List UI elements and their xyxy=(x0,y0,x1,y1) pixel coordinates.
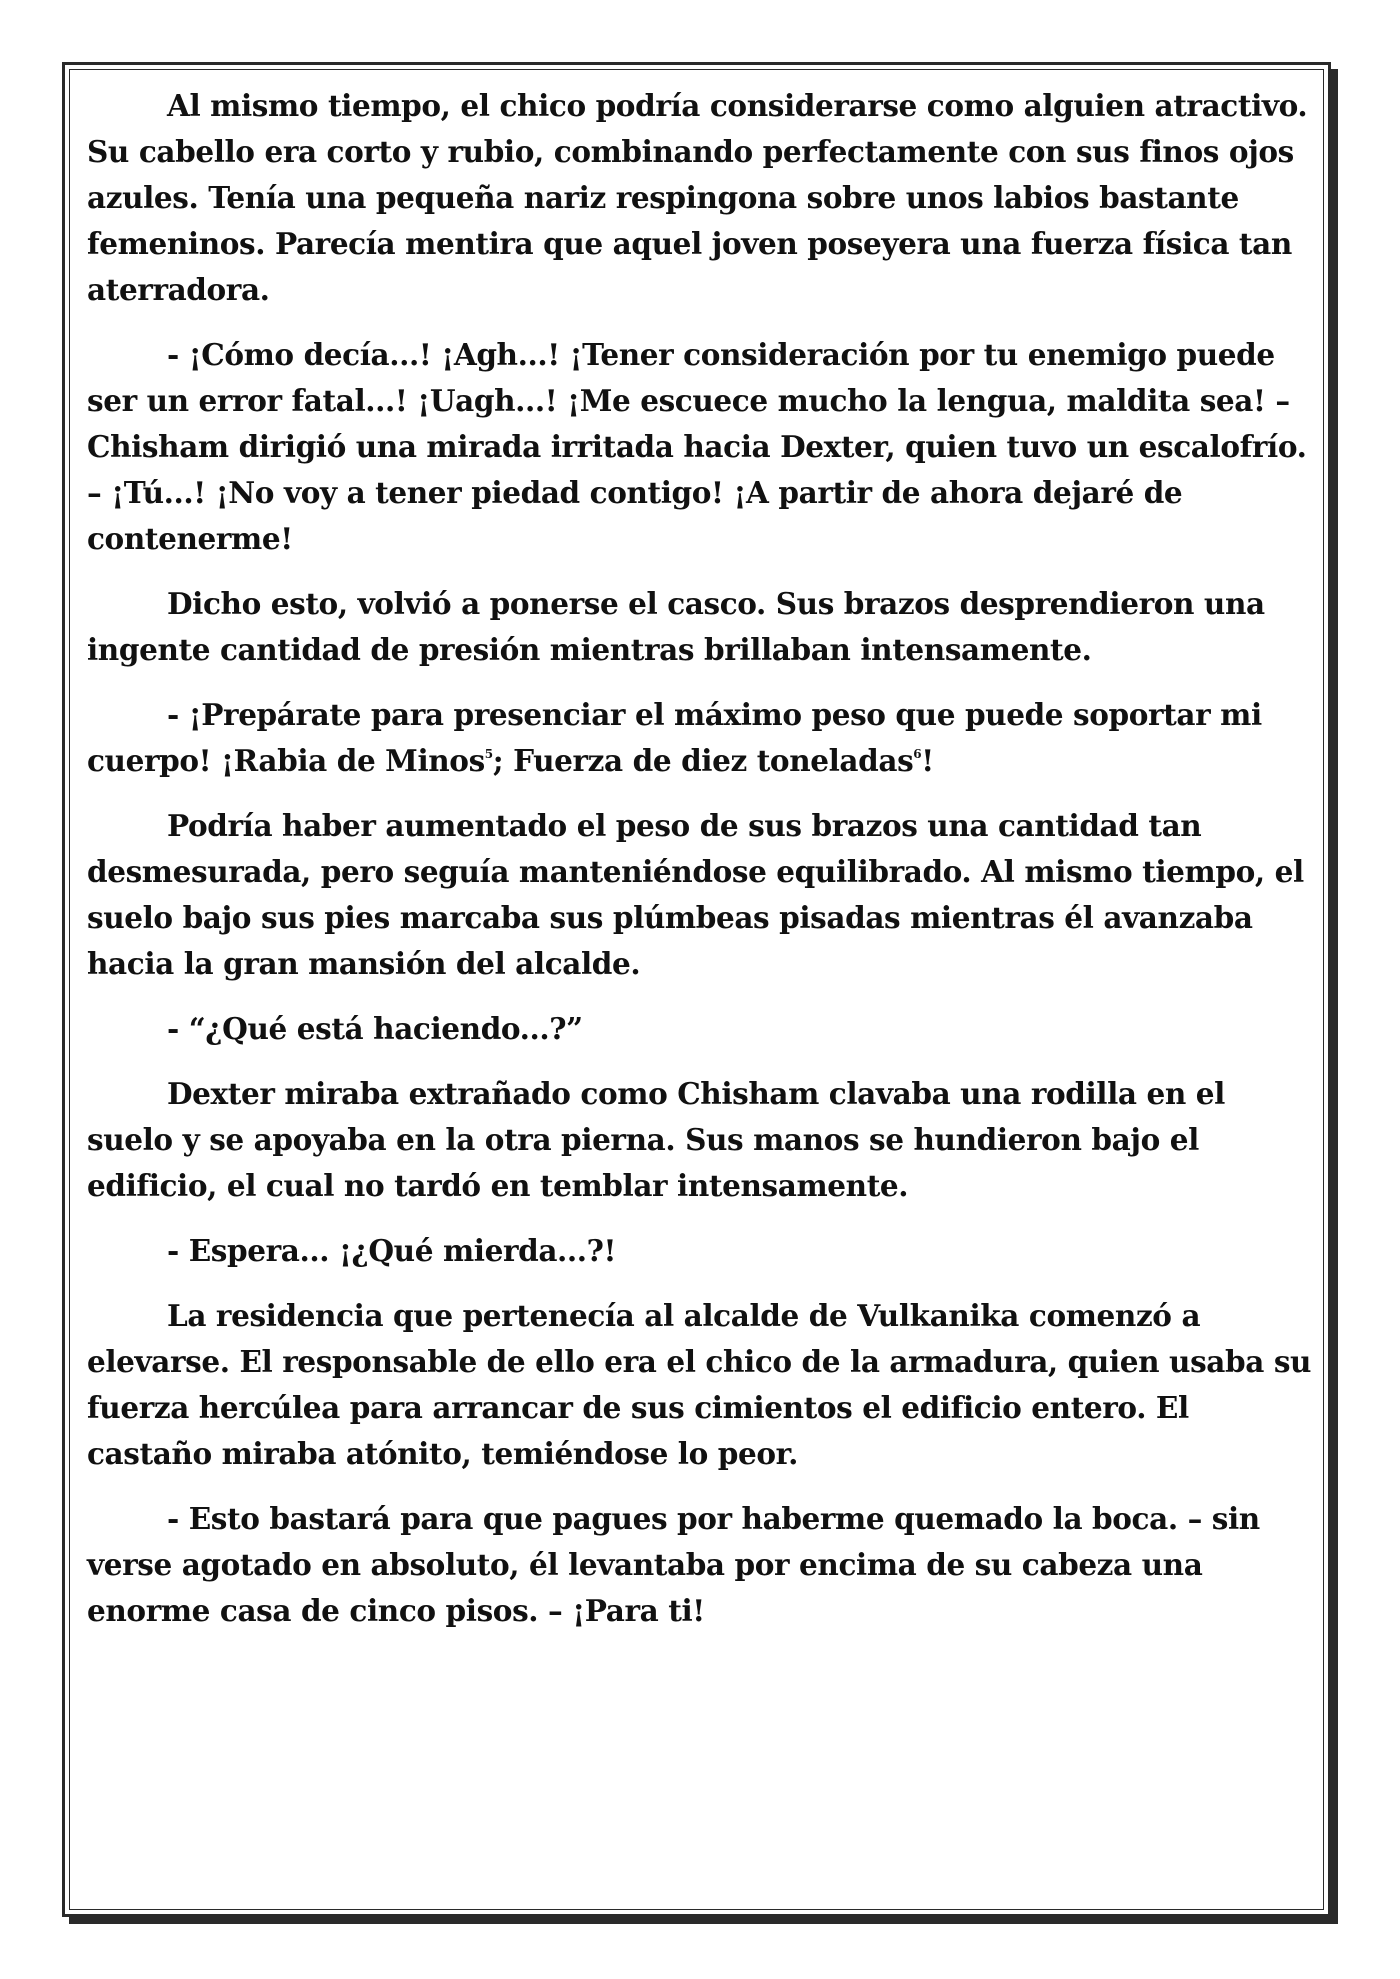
paragraph-text: La residencia que pertenecía al alcalde de Vulkanika comenzó a elevarse. El responsable de ello era el chico de la armadura, quien usaba su fuerza hercúlea para arrancar de sus cimientos el edificio entero. El castaño miraba atónito, temiéndose lo peor. xyxy=(87,1298,1312,1471)
paragraph-text: Dicho esto, volvió a ponerse el casco. Sus brazos desprendieron una ingente cantidad de presión mientras brillaban intensamente. xyxy=(87,586,1265,667)
paragraph xyxy=(87,692,1317,784)
paragraph xyxy=(87,1006,1317,1052)
paragraph xyxy=(87,83,1317,313)
paragraph xyxy=(87,803,1317,987)
footnote-marker: 5 xyxy=(484,747,493,762)
paragraph xyxy=(87,332,1317,562)
paragraph-text: Dexter miraba extrañado como Chisham clavaba una rodilla en el suelo y se apoyaba en la otra pierna. Sus manos se hundieron bajo el edificio, el cual no tardó en temblar intensamente. xyxy=(87,1076,1225,1203)
paragraph-text: - Esto bastará para que pagues por haberme quemado la boca. – sin verse agotado en absoluto, él levantaba por encima de su cabeza una enorme casa de cinco pisos. – ¡Para ti! xyxy=(87,1501,1260,1628)
paragraph-text: - ¡Prepárate para presenciar el máximo peso que puede soportar mi cuerpo! ¡Rabia de Minos xyxy=(87,697,1262,778)
paragraph xyxy=(87,1071,1317,1209)
page-frame xyxy=(62,62,1331,1917)
paragraph xyxy=(87,1228,1317,1274)
paragraph-text: - “¿Qué está haciendo...?” xyxy=(167,1011,583,1046)
paragraph xyxy=(87,1293,1317,1477)
paragraph xyxy=(87,1496,1317,1634)
paragraph-text: ! xyxy=(921,743,934,778)
paragraph-text: Al mismo tiempo, el chico podría considerarse como alguien atractivo. Su cabello era corto y rubio, combinando perfectamente con sus finos ojos azules. Tenía una pequeña nariz respingona sobre unos labios bastante femeninos. Parecía mentira que aquel joven poseyera una fuerza física tan aterradora. xyxy=(87,88,1308,307)
document-body xyxy=(87,83,1317,1653)
paragraph xyxy=(87,581,1317,673)
footnote-marker: 6 xyxy=(913,747,922,762)
paragraph-text: Podría haber aumentado el peso de sus brazos una cantidad tan desmesurada, pero seguía manteniéndose equilibrado. Al mismo tiempo, el suelo bajo sus pies marcaba sus plúmbeas pisadas mientras él avanzaba hacia la gran mansión del alcalde. xyxy=(87,808,1304,981)
paragraph-text: - ¡Cómo decía...! ¡Agh...! ¡Tener consideración por tu enemigo puede ser un error fatal...! ¡Uagh...! ¡Me escuece mucho la lengua, maldita sea! – Chisham dirigió una mirada irritada hacia Dexter, quien tuvo un escalofrío. – ¡Tú...! ¡No voy a tener piedad contigo! ¡A partir de ahora dejaré de contenerme! xyxy=(87,337,1307,556)
paragraph-text: - Espera... ¡¿Qué mierda...?! xyxy=(167,1233,617,1268)
paragraph-text: ; Fuerza de diez toneladas xyxy=(492,743,914,778)
